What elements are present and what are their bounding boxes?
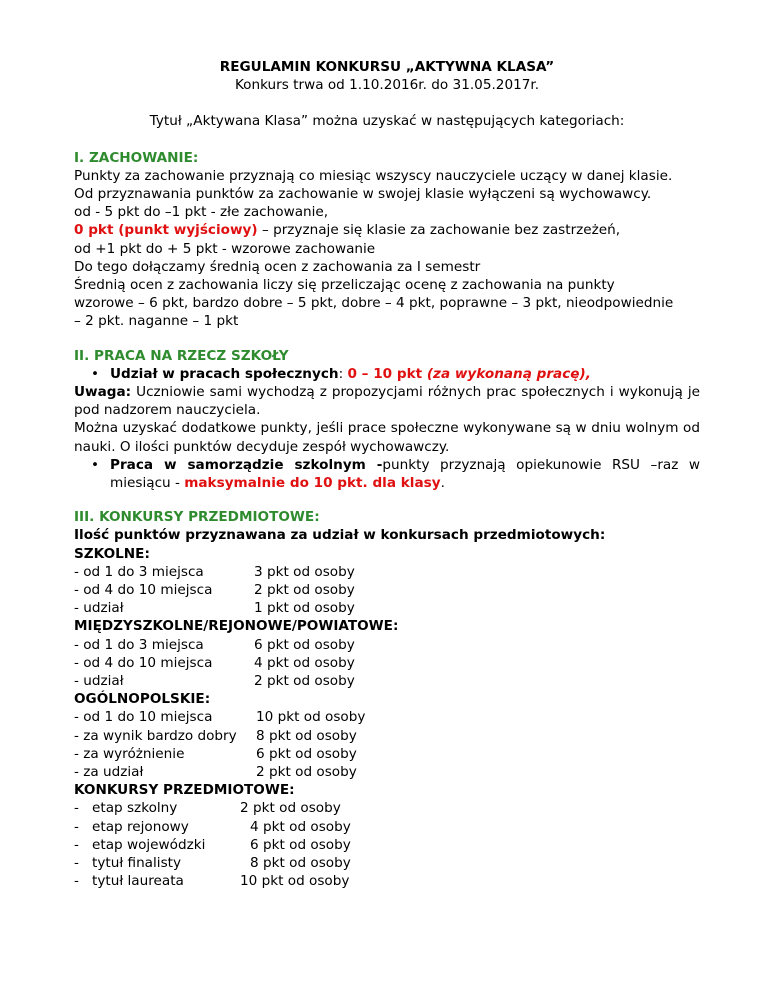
section-1-line: Punkty za zachowanie przyznają co miesiąc wszyscy nauczyciele uczący w danej klasie. xyxy=(74,167,673,184)
section-1-line: wzorowe – 6 pkt, bardzo dobre – 5 pkt, dobre – 4 pkt, poprawne – 3 pkt, nieodpowiednie xyxy=(74,295,674,312)
points-row: - od 4 do 10 miejsca 2 pkt od osoby xyxy=(74,582,355,599)
points-row: - udział 1 pkt od osoby xyxy=(74,600,355,617)
points-row: - tytuł finalisty 8 pkt od osoby xyxy=(74,854,351,871)
section-1-line: Od przyznawania punktów za zachowanie w swojej klasie wyłączeni są wychowawcy. xyxy=(74,186,652,203)
points-row: - od 1 do 3 miejsca 6 pkt od osoby xyxy=(74,636,355,653)
bullet-icon: • xyxy=(91,365,100,382)
document-page xyxy=(74,58,700,890)
section-1-line: – 2 pkt. naganne – 1 pkt xyxy=(74,313,239,330)
group-label: KONKURSY PRZEDMIOTOWE: xyxy=(74,782,295,799)
points-row: - od 4 do 10 miejsca 4 pkt od osoby xyxy=(74,654,355,671)
section-1-line: Do tego dołączamy średnią ocen z zachowania za I semestr xyxy=(74,258,481,275)
starting-point-text: 0 pkt (punkt wyjściowy) xyxy=(74,222,258,239)
group-label: MIĘDZYSZKOLNE/REJONOWE/POWIATOWE: xyxy=(74,618,399,635)
section-1-line: 0 pkt (punkt wyjściowy) – przyznaje się klasie za zachowanie bez zastrzeżeń, xyxy=(74,222,621,239)
note-paragraph: Uwaga: Uczniowie sami wychodzą z propozycjami różnych prac społecznych i wykonują je pod nadzorem nauczyciela. xyxy=(74,384,700,419)
section-3-heading: III. KONKURSY PRZEDMIOTOWE: xyxy=(74,509,320,526)
points-row: - za wynik bardzo dobry 8 pkt od osoby xyxy=(74,727,357,744)
points-row: - tytuł laureata 10 pkt od osoby xyxy=(74,873,350,890)
extra-points-paragraph: Można uzyskać dodatkowe punkty, jeśli prace społeczne wykonywane są w dniu wolnym od nauki. O ilości punktów decyduje zespół wychowawczy. xyxy=(74,420,700,455)
points-row: - od 1 do 10 miejsca 10 pkt od osoby xyxy=(74,709,366,726)
section-1-line: Średnią ocen z zachowania liczy się przeliczając ocenę z zachowania na punkty xyxy=(74,277,615,294)
points-row: - etap szkolny 2 pkt od osoby xyxy=(74,800,341,817)
bullet-icon: • xyxy=(91,456,100,473)
document-title: REGULAMIN KONKURSU „AKTYWNA KLASA” xyxy=(219,59,555,75)
section-3-subheading: Ilość punktów przyznawana za udział w konkursach przedmiotowych: xyxy=(74,527,606,544)
points-row: - udział 2 pkt od osoby xyxy=(74,673,355,690)
group-label: OGÓLNOPOLSKIE: xyxy=(74,691,211,708)
document-subtitle: Konkurs trwa od 1.10.2016r. do 31.05.2017r. xyxy=(234,77,540,94)
points-row: - za wyróżnienie 6 pkt od osoby xyxy=(74,745,357,762)
points-row: - za udział 2 pkt od osoby xyxy=(74,763,357,780)
intro-text: Tytuł „Aktywana Klasa” można uzyskać w następujących kategoriach: xyxy=(149,113,625,130)
section-2-heading: II. PRACA NA RZECZ SZKOŁY xyxy=(74,347,289,364)
points-row: - etap rejonowy 4 pkt od osoby xyxy=(74,818,351,835)
section-1-line: od +1 pkt do + 5 pkt - wzorowe zachowanie xyxy=(74,240,376,257)
section-1-line: od - 5 pkt do –1 pkt - złe zachowanie, xyxy=(74,204,329,221)
section-1-heading: I. ZACHOWANIE: xyxy=(74,149,199,166)
group-label: SZKOLNE: xyxy=(74,545,150,562)
points-row: - od 1 do 3 miejsca 3 pkt od osoby xyxy=(74,563,355,580)
bullet-item: • Udział w pracach społecznych: 0 – 10 pkt (za wykonaną pracę), xyxy=(91,365,591,382)
bullet-item: • Praca w samorządzie szkolnym -punkty przyznają opiekunowie RSU –raz w miesiącu - maksymalnie do 10 pkt. dla klasy. xyxy=(91,456,700,492)
points-row: - etap wojewódzki 6 pkt od osoby xyxy=(74,836,351,853)
